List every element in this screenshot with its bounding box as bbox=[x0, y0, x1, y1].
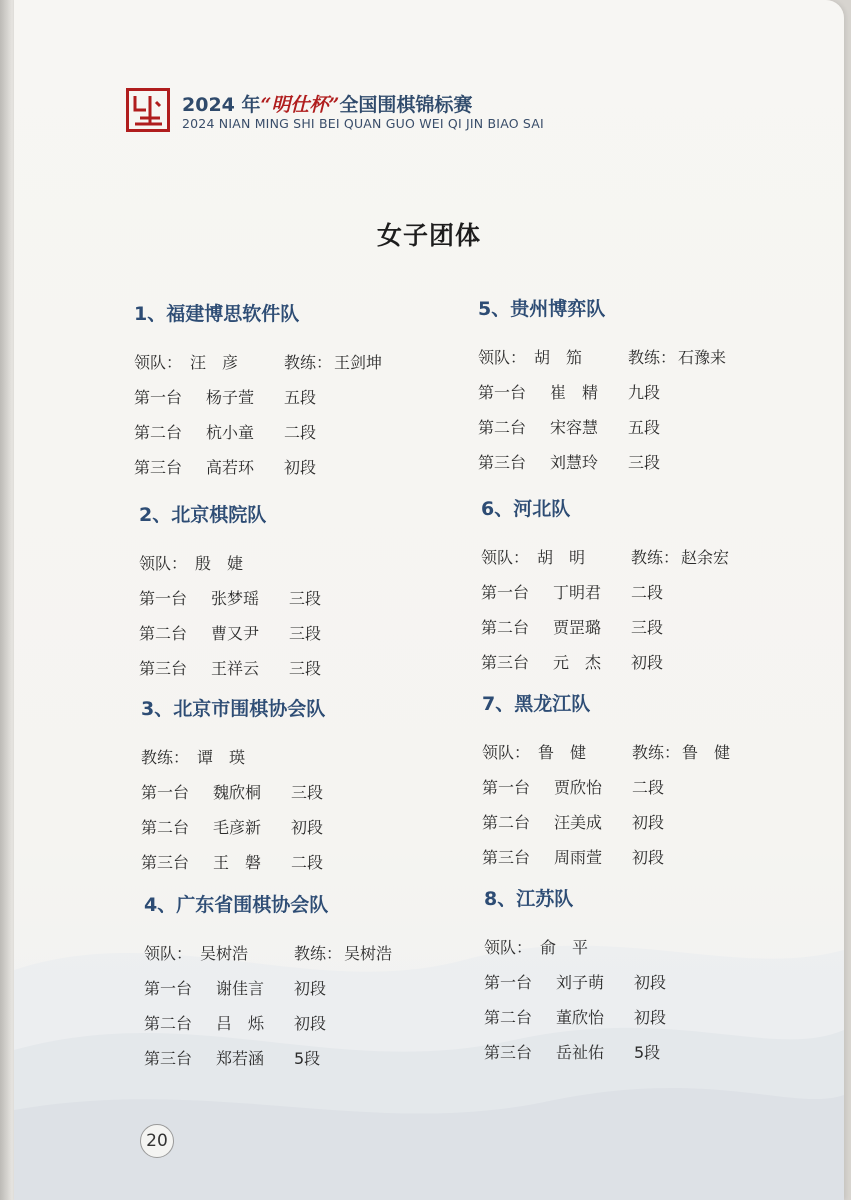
team-block bbox=[481, 492, 801, 680]
team-name: 6、河北队 bbox=[481, 498, 571, 520]
player-rank: 三段 bbox=[289, 624, 322, 643]
player-rank: 二段 bbox=[284, 423, 317, 442]
staff-line bbox=[478, 340, 798, 375]
team-roster bbox=[482, 735, 802, 875]
team-roster bbox=[139, 546, 459, 686]
board-label: 第一台 bbox=[144, 979, 193, 998]
player-row bbox=[144, 971, 464, 1006]
staff-line bbox=[482, 735, 802, 770]
player-rank: 初段 bbox=[634, 973, 667, 992]
player-rank: 初段 bbox=[632, 848, 665, 867]
player-name: 贾罡璐 bbox=[553, 618, 602, 637]
board-label: 第一台 bbox=[478, 383, 527, 402]
board-label: 第一台 bbox=[484, 973, 533, 992]
staff-line bbox=[481, 540, 801, 575]
board-label: 第一台 bbox=[481, 583, 530, 602]
player-row bbox=[139, 581, 459, 616]
header-subtitle: 2024 NIAN MING SHI BEI QUAN GUO WEI QI JIN BIAO SAI bbox=[182, 116, 544, 131]
player-name: 王祥云 bbox=[211, 659, 260, 678]
player-row bbox=[139, 651, 459, 686]
player-rank: 初段 bbox=[284, 458, 317, 477]
player-row bbox=[478, 375, 798, 410]
board-label: 第二台 bbox=[141, 818, 190, 837]
team-name: 1、福建博思软件队 bbox=[134, 303, 300, 325]
staff-role: 领队： bbox=[482, 743, 531, 762]
staff-line bbox=[134, 345, 454, 380]
player-row bbox=[134, 380, 454, 415]
player-row bbox=[134, 415, 454, 450]
team-roster bbox=[144, 936, 464, 1076]
player-name: 谢佳言 bbox=[216, 979, 265, 998]
board-label: 第二台 bbox=[481, 618, 530, 637]
header-title bbox=[182, 90, 472, 117]
header-title-prefix: 2024 年 bbox=[182, 94, 261, 116]
player-row bbox=[141, 775, 461, 810]
staff-line bbox=[484, 930, 804, 965]
board-label: 第一台 bbox=[141, 783, 190, 802]
team-name: 3、北京市围棋协会队 bbox=[141, 698, 326, 720]
player-row bbox=[482, 805, 802, 840]
player-row bbox=[481, 645, 801, 680]
team-name: 2、北京棋院队 bbox=[139, 504, 267, 526]
document-page bbox=[14, 0, 844, 1200]
player-name: 丁明君 bbox=[553, 583, 602, 602]
player-row bbox=[481, 610, 801, 645]
team-block bbox=[144, 888, 464, 1076]
board-label: 第二台 bbox=[484, 1008, 533, 1027]
player-rank: 五段 bbox=[628, 418, 661, 437]
player-rank: 初段 bbox=[631, 653, 664, 672]
staff-role: 教练： bbox=[284, 353, 333, 372]
player-name: 杭小童 bbox=[206, 423, 255, 442]
player-rank: 九段 bbox=[628, 383, 661, 402]
board-label: 第三台 bbox=[482, 848, 531, 867]
team-roster bbox=[484, 930, 804, 1070]
staff-line bbox=[141, 740, 461, 775]
staff-line bbox=[144, 936, 464, 971]
player-row bbox=[484, 965, 804, 1000]
team-block bbox=[139, 498, 459, 686]
board-label: 第一台 bbox=[139, 589, 188, 608]
board-label: 第二台 bbox=[144, 1014, 193, 1033]
board-label: 第二台 bbox=[134, 423, 183, 442]
player-row bbox=[484, 1000, 804, 1035]
staff-person: 鲁 健 bbox=[538, 743, 587, 762]
player-row bbox=[478, 445, 798, 480]
staff-role: 领队： bbox=[144, 944, 193, 963]
player-name: 岳祉佑 bbox=[556, 1043, 605, 1062]
player-row bbox=[481, 575, 801, 610]
player-rank: 初段 bbox=[634, 1008, 667, 1027]
team-block bbox=[141, 692, 461, 880]
staff-person: 王剑坤 bbox=[334, 353, 383, 372]
player-row bbox=[484, 1035, 804, 1070]
player-name: 毛彦新 bbox=[213, 818, 262, 837]
player-name: 贾欣怡 bbox=[554, 778, 603, 797]
player-name: 刘慧玲 bbox=[550, 453, 599, 472]
seal-logo-icon bbox=[126, 88, 170, 132]
player-rank: 初段 bbox=[632, 813, 665, 832]
board-label: 第三台 bbox=[141, 853, 190, 872]
staff-person: 石豫来 bbox=[678, 348, 727, 367]
board-label: 第二台 bbox=[478, 418, 527, 437]
player-name: 崔 精 bbox=[550, 383, 599, 402]
header-title-suffix: 全国围棋锦标赛 bbox=[339, 94, 473, 116]
staff-role: 教练： bbox=[628, 348, 677, 367]
staff-person: 吴树浩 bbox=[200, 944, 249, 963]
player-row bbox=[482, 770, 802, 805]
board-label: 第一台 bbox=[482, 778, 531, 797]
player-name: 刘子萌 bbox=[556, 973, 605, 992]
staff-role: 领队： bbox=[478, 348, 527, 367]
player-name: 宋容慧 bbox=[550, 418, 599, 437]
player-rank: 初段 bbox=[291, 818, 324, 837]
page-number: 20 bbox=[140, 1124, 174, 1158]
player-row bbox=[482, 840, 802, 875]
staff-role: 教练： bbox=[141, 748, 190, 767]
player-row bbox=[144, 1041, 464, 1076]
team-roster bbox=[134, 345, 454, 485]
player-rank: 初段 bbox=[294, 979, 327, 998]
team-block bbox=[134, 297, 454, 485]
team-name: 4、广东省围棋协会队 bbox=[144, 894, 329, 916]
board-label: 第二台 bbox=[139, 624, 188, 643]
staff-line bbox=[139, 546, 459, 581]
player-row bbox=[134, 450, 454, 485]
staff-role: 领队： bbox=[484, 938, 533, 957]
player-row bbox=[144, 1006, 464, 1041]
team-name: 5、贵州博弈队 bbox=[478, 298, 606, 320]
page-title: 女子团体 bbox=[376, 221, 481, 250]
team-block bbox=[478, 292, 798, 480]
header-title-brand: “明仕杯” bbox=[260, 94, 340, 116]
player-name: 王 磐 bbox=[213, 853, 262, 872]
player-name: 高若环 bbox=[206, 458, 255, 477]
player-name: 魏欣桐 bbox=[213, 783, 262, 802]
staff-person: 殷 婕 bbox=[195, 554, 244, 573]
staff-person: 赵余宏 bbox=[681, 548, 730, 567]
team-roster bbox=[478, 340, 798, 480]
staff-person: 俞 平 bbox=[540, 938, 589, 957]
staff-role: 教练： bbox=[294, 944, 343, 963]
player-name: 曹又尹 bbox=[211, 624, 260, 643]
team-name: 7、黑龙江队 bbox=[482, 693, 591, 715]
staff-person: 胡 笳 bbox=[534, 348, 583, 367]
player-row bbox=[141, 810, 461, 845]
board-label: 第三台 bbox=[144, 1049, 193, 1068]
staff-person: 胡 明 bbox=[537, 548, 586, 567]
player-name: 汪美成 bbox=[554, 813, 603, 832]
player-name: 张梦瑶 bbox=[211, 589, 260, 608]
board-label: 第三台 bbox=[134, 458, 183, 477]
player-rank: 三段 bbox=[291, 783, 324, 802]
board-label: 第三台 bbox=[481, 653, 530, 672]
team-roster bbox=[141, 740, 461, 880]
player-rank: 三段 bbox=[289, 589, 322, 608]
player-row bbox=[478, 410, 798, 445]
player-rank: 5段 bbox=[294, 1049, 321, 1068]
staff-role: 教练： bbox=[632, 743, 681, 762]
board-label: 第三台 bbox=[484, 1043, 533, 1062]
player-rank: 5段 bbox=[634, 1043, 661, 1062]
player-rank: 初段 bbox=[294, 1014, 327, 1033]
team-block bbox=[482, 687, 802, 875]
staff-role: 领队： bbox=[481, 548, 530, 567]
staff-person: 谭 瑛 bbox=[197, 748, 246, 767]
staff-person: 吴树浩 bbox=[344, 944, 393, 963]
board-label: 第二台 bbox=[482, 813, 531, 832]
staff-role: 领队： bbox=[139, 554, 188, 573]
board-label: 第三台 bbox=[139, 659, 188, 678]
staff-role: 领队： bbox=[134, 353, 183, 372]
player-name: 郑若涵 bbox=[216, 1049, 265, 1068]
team-name: 8、江苏队 bbox=[484, 888, 574, 910]
staff-person: 汪 彦 bbox=[190, 353, 239, 372]
player-rank: 二段 bbox=[291, 853, 324, 872]
player-rank: 五段 bbox=[284, 388, 317, 407]
player-rank: 二段 bbox=[632, 778, 665, 797]
player-name: 周雨萱 bbox=[554, 848, 603, 867]
player-rank: 三段 bbox=[289, 659, 322, 678]
player-rank: 二段 bbox=[631, 583, 664, 602]
board-label: 第一台 bbox=[134, 388, 183, 407]
player-name: 董欣怡 bbox=[556, 1008, 605, 1027]
staff-person: 鲁 健 bbox=[682, 743, 731, 762]
player-name: 吕 烁 bbox=[216, 1014, 265, 1033]
player-rank: 三段 bbox=[628, 453, 661, 472]
team-block bbox=[484, 882, 804, 1070]
team-roster bbox=[481, 540, 801, 680]
staff-role: 教练： bbox=[631, 548, 680, 567]
player-rank: 三段 bbox=[631, 618, 664, 637]
player-row bbox=[139, 616, 459, 651]
player-name: 杨子萱 bbox=[206, 388, 255, 407]
player-name: 元 杰 bbox=[553, 653, 602, 672]
player-row bbox=[141, 845, 461, 880]
board-label: 第三台 bbox=[478, 453, 527, 472]
